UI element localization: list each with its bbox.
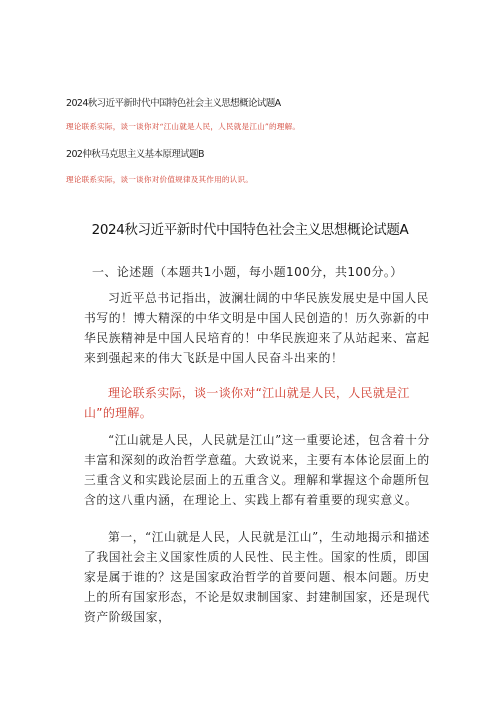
question-text: 理论联系实际，谈一谈你对“江山就是人民，人民就是江山”的理解。 — [84, 386, 410, 420]
page-title: 2024秋习近平新时代中国特色社会主义思想概论试题A — [91, 222, 409, 238]
toc-item-1-title[interactable]: 2024秋习近平新时代中国特色社会主义思想概论试题A — [66, 98, 281, 109]
paragraph-intro: 习近平总书记指出，波澜壮阔的中华民族发展史是中国人民书写的！博大精深的中华文明是中国人民创造的！历久弥新的中华民族精神是中国人民培育的！中华民族迎来了从站起来、富起来到强起来的伟大飞跃是中国人民奋斗出来的！ — [84, 291, 430, 365]
toc-item-2-subtitle: 理论联系实际，谈一谈你对价值规律及其作用的认识。 — [66, 175, 254, 184]
toc-item-1-subtitle: 理论联系实际，谈一谈你对“江山就是人民，人民就是江山”的理解。 — [66, 122, 301, 131]
paragraph-answer-2: 第一，“江山就是人民，人民就是江山”，生动地揭示和描述了我国社会主义国家性质的人民性、民主性。国家的性质，即国家是属于谁的？这是国家政治哲学的首要问题、根本问题。历史上的所有国家形态，不论是奴隶制国家、封建制国家，还是现代资产阶级国家， — [84, 530, 430, 624]
section-heading: 一、论述题（本题共1小题，每小题100分，共100分。） — [92, 265, 403, 279]
paragraph-answer-1: “江山就是人民，人民就是江山”这一重要论述，包含着十分丰富和深刻的政治哲学意蕴。大致说来，主要有本体论层面上的三重含义和实践论层面上的五重含义。理解和掌握这个命题所包含的这八重内涵，在理论上、实践上都有着重要的现实意义。 — [84, 433, 430, 507]
toc-item-2-title[interactable]: 202仲秋马克思主义基本原理试题B — [66, 149, 204, 160]
